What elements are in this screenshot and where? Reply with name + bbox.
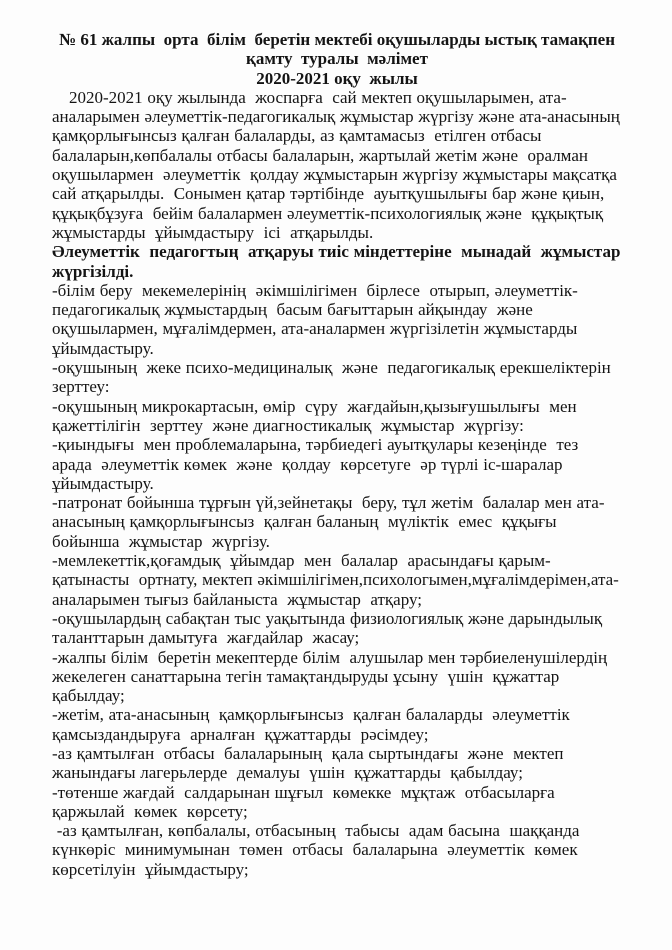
- paragraph-list-item: -қиындығы мен проблемаларына, тәрбиедегі ауытқулары кезеңінде тез арада әлеуметтік көмек және қолдау көрсетуге әр түрлі іс-шаралар ұйымдастыру.: [52, 435, 583, 493]
- document-title-line-2: қамту туралы мәлімет: [246, 49, 428, 69]
- paragraph-list-item: -жетім, ата-анасының қамқорлығынсыз қалған балаларды әлеуметтік қамсыздандыруға арналған құжаттарды рәсімдеу;: [52, 705, 575, 744]
- document-title-line-3: 2020-2021 оқу жылы: [256, 68, 418, 88]
- document-title: [52, 30, 622, 88]
- paragraph-list-item: -мемлекеттік,қоғамдық ұйымдар мен балалар арасындағы қарым-қатынасты ортнату, мектеп әкімшілігімен,психологымен,мұғалімдерімен,ата-аналарымен тығыз байланыста жұмыстар атқару;: [52, 551, 619, 609]
- paragraph-list-item: -патронат бойынша тұрғын үй,зейнетақы беру, тұл жетім балалар мен ата-анасының қамқорлығынсыз қалған баланың мүліктік емес құқығы бойынша жұмыстар жүргізу.: [52, 493, 605, 551]
- paragraph-section-heading: Әлеуметтік педагогтың атқаруы тиіс міндеттеріне мынадай жұмыстар жүргізілді.: [52, 242, 626, 281]
- paragraph-list-item: -оқушылардың сабақтан тыс уақытында физиологиялық және дарындылық таланттарын дамытуға жағдайлар жасау;: [52, 608, 607, 648]
- paragraph-list-item: -аз қамтылған, көпбалалы, отбасының табысы адам басына шаққанда күнкөріс минимумынан төмен отбасы балаларына әлеуметтік көмек көрсетілуін ұйымдастыру;: [52, 821, 585, 879]
- paragraph-list-item: -жалпы білім беретін мекептерде білім алушылар мен тәрбиеленушілердің жекелеген санаттарына тегін тамақтандыруды ұсыну үшін құжаттар қабылдау;: [52, 647, 612, 706]
- paragraph-list-item: -оқушының микрокартасын, өмір сүру жағдайын,қызығушылығы мен қажеттілігін зерттеу және диагностикалық жұмыстар жүргізу:: [52, 396, 582, 435]
- paragraph-list-item: -білім беру мекемелерінің әкімшілігімен бірлесе отырып, әлеуметтік-педагогикалық жұмыстардың басым бағыттарын айқындау және оқушылармен, мұғалімдермен, ата-аналармен жүргізілетін жұмыстарды ұйымдастыру.: [52, 280, 583, 358]
- paragraph-intro: 2020-2021 оқу жылында жоспарға сай мектеп оқушыларымен, ата-аналарымен әлеуметтік-педагогикалық жұмыстар жүргізу және ата-анасының қамқорлығынсыз қалған балаларды, аз қамтамасыз етілген отбасы балаларын,көпбалалы отбасы балаларын, жартылай жетім және оралман оқушылармен әлеуметтік қолдау жұмыстарын жүргізу жұмыстары мақсатқа сай атқарылды. Сонымен қатар тәртібінде ауытқушылығы бар және қиын, құқықбұзуға бейім балалармен әлеуметтік-психологиялық және құқықтық жұмыстарды ұйымдастыру ісі атқарылды.: [52, 87, 625, 242]
- paragraph-list-item: -оқушының жеке психо-медициналық және педагогикалық ерекшеліктерін зерттеу:: [52, 358, 616, 397]
- paragraph-list-item: -аз қамтылған отбасы балаларының қала сыртындағы және мектеп жанындағы лагерьлерде демалуы үшін құжаттарды қабылдау;: [52, 743, 569, 783]
- paragraph-list-item: -төтенше жағдай салдарынан шұғыл көмекке мұқтаж отбасыларға қаржылай көмек көрсету;: [52, 782, 560, 821]
- document-title-line-1: № 61 жалпы орта білім беретін мектебі оқушыларды ыстық тамақпен: [59, 30, 615, 49]
